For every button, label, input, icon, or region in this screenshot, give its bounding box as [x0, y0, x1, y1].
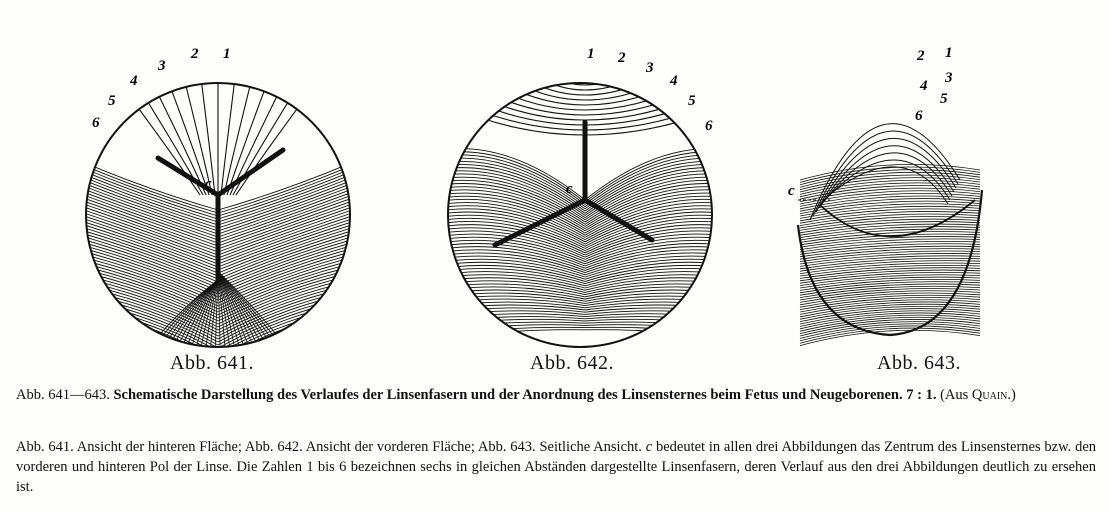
fiber-line: [585, 322, 730, 329]
center-label: c: [205, 176, 212, 192]
fiber-number-label: 3: [646, 60, 654, 76]
fiber-line: [585, 155, 730, 204]
caption-source-name: Quain.: [971, 387, 1011, 403]
figure-641-caption: Abb. 641.: [170, 352, 254, 374]
fiber-number-label: 3: [945, 70, 953, 86]
description-part1: Abb. 641. Ansicht der hinteren Fläche; Abb. 642. Ansicht der vorderen Fläche; Abb. 643. Seitliche Ansicht.: [16, 439, 642, 455]
fiber-line: [440, 330, 585, 339]
fiber-number-label: 1: [223, 46, 231, 62]
fiber-line: [218, 169, 358, 219]
fiber-number-label: 6: [915, 108, 923, 124]
lens-anterior-illustration: [440, 30, 730, 350]
center-label: c: [566, 181, 573, 197]
description-part2: bedeutet in allen drei Abbildungen das Zentrum des Linsensternes bzw. den vorderen und hinteren Pol der Linse. Die Zahlen 1 bis 6 bezeichnen sechs in gleichen Abständen dargestellte Linsenfasern, deren Verlauf aus den drei Abbildungen deutlich zu ersehen ist.: [16, 439, 1097, 495]
figure-643-caption: Abb. 643.: [877, 352, 961, 374]
figure-caption: [16, 385, 1096, 405]
fiber-line: [585, 199, 730, 235]
fiber-line: [218, 304, 358, 354]
fiber-line: [585, 152, 730, 202]
fiber-number-label: 2: [917, 48, 925, 64]
caption-title: Schematische Darstellung des Verlaufes der Linsenfasern und der Anordnung des Linsensternes beim Fetus und Neugeborenen.: [113, 387, 903, 403]
caption-source-open: (Aus: [940, 387, 969, 403]
fiber-line: [585, 327, 730, 335]
fiber-line: [800, 175, 980, 190]
fiber-line: [78, 304, 218, 354]
fiber-number-label: 5: [688, 93, 696, 109]
fiber-line: [585, 149, 730, 200]
lens-side-illustration: [790, 30, 990, 350]
fiber-line: [78, 220, 218, 270]
fiber-line: [800, 167, 980, 182]
fiber-line: [585, 325, 730, 333]
caption-source-close: ): [1011, 387, 1016, 403]
fiber-line: [800, 309, 980, 322]
figure-642-caption: Abb. 642.: [530, 352, 614, 374]
fiber-number-label: 2: [191, 46, 199, 62]
figure-643: [790, 30, 990, 350]
fiber-number-label: 6: [705, 118, 713, 134]
fiber-line: [440, 155, 585, 204]
fiber-line: [800, 172, 980, 187]
fiber-number-label: 1: [945, 45, 953, 61]
fiber-line: [78, 163, 218, 213]
figure-description: [16, 437, 1096, 497]
fiber-line: [560, 70, 620, 80]
fiber-number-label: 4: [920, 78, 928, 94]
fiber-number-label: 2: [618, 50, 626, 66]
fiber-line: [78, 169, 218, 219]
center-label: c: [788, 183, 795, 199]
lens-posterior-illustration: [78, 30, 358, 350]
caption-prefix: Abb. 641—643.: [16, 387, 110, 403]
description-c-symbol: c: [645, 439, 653, 455]
figure-642: [440, 30, 730, 350]
fiber-number-label: 3: [158, 58, 166, 74]
fiber-number-label: 4: [130, 73, 138, 89]
fiber-line: [585, 330, 730, 339]
caption-scale: 7 : 1.: [906, 387, 937, 403]
fiber-line: [800, 306, 980, 319]
fiber-line: [218, 220, 358, 270]
fiber-number-label: 5: [940, 91, 948, 107]
fiber-line: [440, 199, 585, 235]
figure-641: [78, 30, 358, 350]
fiber-number-label: 1: [587, 46, 595, 62]
fiber-number-label: 4: [670, 73, 678, 89]
fiber-line: [218, 163, 358, 213]
fiber-line: [820, 200, 975, 236]
fiber-number-label: 5: [108, 93, 116, 109]
fiber-number-label: 6: [92, 115, 100, 131]
fiber-line: [416, 70, 764, 125]
